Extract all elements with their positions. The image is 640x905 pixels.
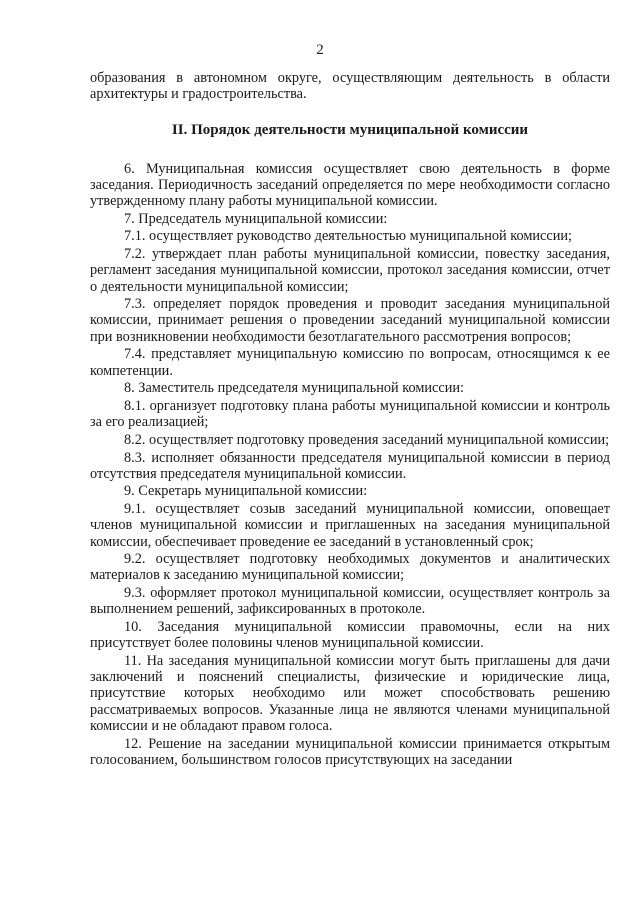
paragraph-8: 8. Заместитель председателя муниципальной комиссии: [124, 380, 465, 397]
paragraph-9-3: 9.3. оформляет протокол муниципальной комиссии, осуществляет контроль за выполнением решений, зафиксированных в протоколе. [90, 585, 610, 618]
paragraph-9: 9. Секретарь муниципальной комиссии: [124, 483, 368, 500]
paragraph-7: 7. Председатель муниципальной комиссии: [124, 210, 388, 227]
paragraph-11: 11. На заседания муниципальной комиссии могут быть приглашены для дачи заключений и пояснений специалисты, физические и юридические лица, присутствие которых необходимо или может способствовать решению рассматриваемых вопросов. Указанные лица не являются членами муниципальной комиссии и не обладают правом голоса. [90, 653, 610, 734]
paragraph-6: 6. Муниципальная комиссия осуществляет свою деятельность в форме заседания. Периодичность заседаний определяется по мере необходимости согласно утвержденному плану работы муниципальной комиссии. [90, 160, 610, 210]
paragraph-10: 10. Заседания муниципальной комиссии правомочны, если на них присутствует более половины членов муниципальной комиссии. [90, 619, 610, 652]
paragraph-7-3: 7.3. определяет порядок проведения и проводит заседания муниципальной комиссии, принимает решения о проведении заседаний муниципальной комиссии при возникновении необходимости безотлагательного рассмотрения вопросов; [90, 296, 610, 345]
paragraph-9-2: 9.2. осуществляет подготовку необходимых документов и аналитических материалов к заседанию муниципальной комиссии; [90, 551, 610, 584]
paragraph-7-2: 7.2. утверждает план работы муниципальной комиссии, повестку заседания, регламент заседания муниципальной комиссии, протокол заседания комиссии, отчет о деятельности муниципальной комиссии; [90, 246, 610, 295]
paragraph-8-2: 8.2. осуществляет подготовку проведения заседаний муниципальной комиссии; [124, 431, 610, 448]
intro-paragraph: образования в автономном округе, осуществляющим деятельность в области архитектуры и градостроительства. [90, 70, 610, 103]
paragraph-8-1: 8.1. организует подготовку плана работы муниципальной комиссии и контроль за его реализацией; [90, 397, 610, 431]
document-body [90, 70, 610, 769]
page-number: 2 [316, 42, 324, 58]
section-heading: II. Порядок деятельности муниципальной комиссии [171, 122, 529, 139]
paragraph-8-3: 8.3. исполняет обязанности председателя муниципальной комиссии в период отсутствия председателя муниципальной комиссии. [90, 449, 610, 482]
paragraph-9-1: 9.1. осуществляет созыв заседаний муниципальной комиссии, оповещает членов муниципальной комиссии и приглашенных на заседания муниципальной комиссии, обеспечивает проведение ее заседаний в установленный срок; [90, 501, 610, 550]
paragraph-12: 12. Решение на заседании муниципальной комиссии принимается открытым голосованием, большинством голосов присутствующих на заседании [90, 735, 610, 768]
paragraph-7-4: 7.4. представляет муниципальную комиссию по вопросам, относящимся к ее компетенции. [90, 346, 610, 379]
paragraph-7-1: 7.1. осуществляет руководство деятельностью муниципальной комиссии; [124, 228, 573, 245]
